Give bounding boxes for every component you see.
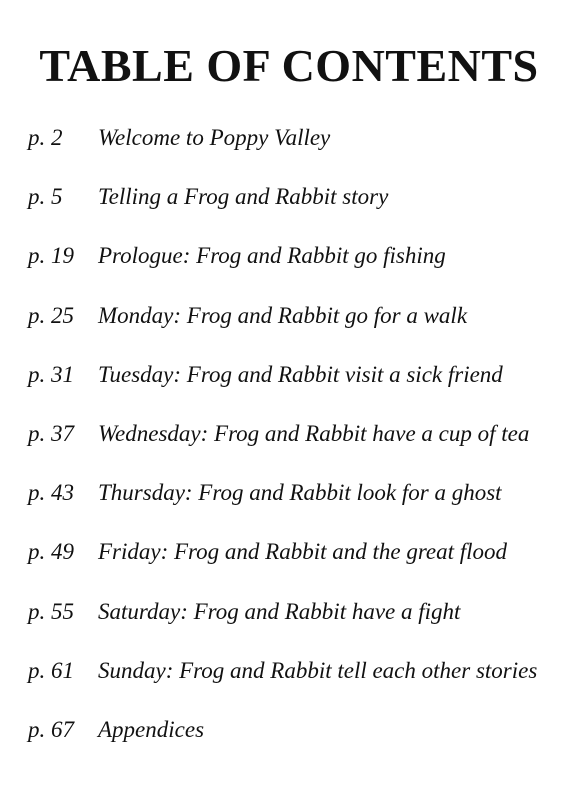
toc-entry <box>28 355 568 414</box>
toc-entry <box>28 236 568 295</box>
toc-entry-title: Tuesday: Frog and Rabbit visit a sick friend <box>98 361 503 387</box>
toc-entry <box>28 296 568 355</box>
toc-page-number: p. 49 <box>28 539 74 565</box>
toc-entry-title: Prologue: Frog and Rabbit go fishing <box>98 243 446 269</box>
toc-entry <box>28 414 568 473</box>
toc-entry <box>28 118 568 177</box>
toc-entry-title: Telling a Frog and Rabbit story <box>98 184 389 210</box>
toc-entry <box>28 592 568 651</box>
toc-entry-title: Sunday: Frog and Rabbit tell each other stories <box>98 657 538 683</box>
toc-entry-title: Welcome to Poppy Valley <box>98 125 331 150</box>
toc-entry <box>28 710 568 769</box>
toc-entry-title: Wednesday: Frog and Rabbit have a cup of tea <box>98 420 530 446</box>
toc-page-number: p. 5 <box>28 184 63 210</box>
toc-entry-title: Saturday: Frog and Rabbit have a fight <box>98 598 461 624</box>
toc-entry <box>28 177 568 236</box>
toc-entry <box>28 473 568 532</box>
toc-list <box>28 118 568 769</box>
toc-page-number: p. 37 <box>28 420 74 446</box>
toc-page-number: p. 31 <box>28 361 74 387</box>
toc-page-number: p. 61 <box>28 657 74 683</box>
toc-entry-title: Thursday: Frog and Rabbit look for a ghost <box>98 480 502 506</box>
toc-page-number: p. 19 <box>28 243 74 269</box>
toc-page-number: p. 25 <box>28 302 74 328</box>
toc-entry-title: Friday: Frog and Rabbit and the great flood <box>98 539 508 565</box>
toc-entry-title: Monday: Frog and Rabbit go for a walk <box>98 302 468 328</box>
toc-page-number: p. 55 <box>28 598 74 624</box>
toc-entry <box>28 651 568 710</box>
toc-entry-title: Appendices <box>98 716 205 742</box>
page-title: TABLE OF CONTENTS <box>39 40 539 91</box>
toc-page-number: p. 67 <box>28 716 74 742</box>
toc-page-number: p. 43 <box>28 480 74 506</box>
toc-entry <box>28 532 568 591</box>
toc-page-number: p. 2 <box>28 125 63 150</box>
